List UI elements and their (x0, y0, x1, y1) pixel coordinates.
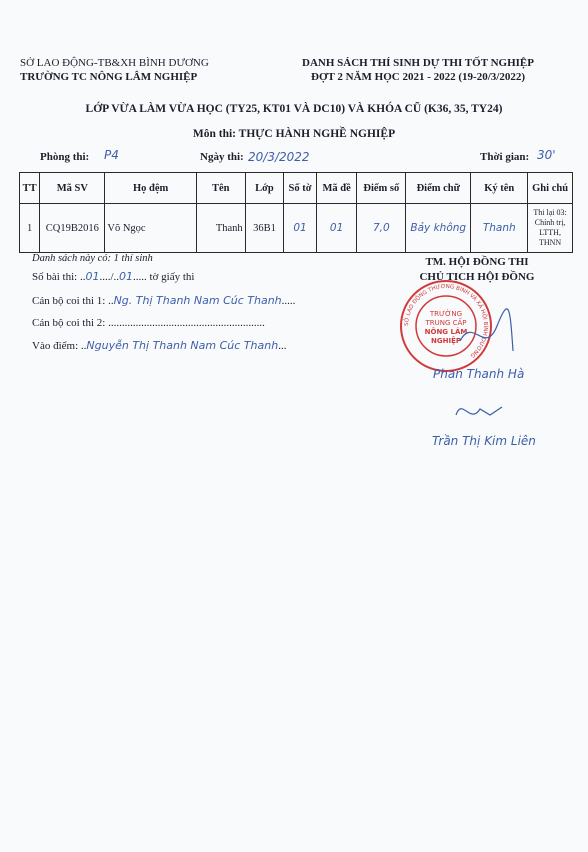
room-value: P4 (104, 148, 119, 162)
cell-note: Thi lại 03: Chính trị, LTTH, THNN (528, 204, 573, 253)
col-header: Mã đề (316, 173, 357, 204)
exam-round: ĐỢT 2 NĂM HỌC 2021 - 2022 (19-20/3/2022) (311, 71, 525, 83)
time-label: Thời gian: (480, 151, 530, 163)
stamp-ring-text: SỞ LAO ĐỘNG THƯƠNG BINH VÀ XÃ HỘI BÌNH DƯƠNG (403, 283, 489, 359)
pages-value-2: 01 (119, 270, 134, 283)
stamp-line-2: TRUNG CẤP (425, 319, 467, 327)
cell-tt: 1 (20, 204, 40, 253)
col-header: TT (20, 173, 40, 204)
invigilator1-label: Cán bộ coi thi 1: (32, 295, 106, 307)
col-header: Điểm chữ (406, 173, 471, 204)
cell-student-id: CQ19B2016 (40, 204, 105, 253)
invigilator1-line: Cán bộ coi thi 1: ..Ng. Thị Thanh Nam Cúc Thanh..... (32, 294, 296, 307)
col-header: Mã SV (40, 173, 105, 204)
col-header: Lớp (245, 173, 284, 204)
class-line: LỚP VỪA LÀM VỪA HỌC (TY25, KT01 VÀ DC10) VÀ KHÓA CŨ (K36, 35, TY24) (85, 103, 503, 115)
room-label: Phòng thi: (40, 151, 90, 163)
handwritten-signature (450, 395, 520, 425)
grader-line: Vào điểm: ..Nguyễn Thị Thanh Nam Cúc Thanh... (32, 339, 287, 352)
cell-sheets: 01 (284, 204, 317, 253)
time-value: 30' (537, 148, 556, 162)
count-note: Danh sách này có: 1 thí sinh (32, 253, 153, 264)
col-header: Số tờ (284, 173, 317, 204)
board-chair: CHỦ TỊCH HỘI ĐỒNG (419, 271, 535, 283)
list-title: DANH SÁCH THÍ SINH DỰ THI TỐT NGHIỆP (302, 57, 534, 69)
pages-suffix: tờ giấy thi (149, 271, 195, 283)
grader-label: Vào điểm: (32, 340, 79, 352)
pages-line: Số bài thi: ..01..../..01..... tờ giấy thi (32, 270, 195, 283)
department-name: SỞ LAO ĐỘNG-TB&XH BÌNH DƯƠNG (20, 57, 209, 69)
date-label: Ngày thi: (200, 151, 244, 163)
col-header: Họ đệm (105, 173, 196, 204)
cell-score-words: Bảy không (406, 204, 471, 253)
col-header: Ghi chú (528, 173, 573, 204)
invigilator2-line: Cán bộ coi thi 2: ......................................................... (32, 317, 265, 329)
pages-label: Số bài thi: (32, 271, 78, 283)
candidate-table (19, 172, 573, 253)
cell-surname: Võ Ngọc (105, 204, 196, 253)
chair-signature (455, 296, 515, 366)
table-row (20, 204, 573, 253)
col-header: Điểm số (357, 173, 406, 204)
cell-exam-code: 01 (316, 204, 357, 253)
subject-line: Môn thi: THỰC HÀNH NGHỀ NGHIỆP (192, 128, 396, 140)
stamp-line-1: TRƯỜNG (429, 310, 463, 318)
cell-score: 7,0 (357, 204, 406, 253)
invigilator1-value: Ng. Thị Thanh Nam Cúc Thanh (113, 294, 282, 307)
pages-value-1: 01 (85, 270, 100, 283)
invigilator2-label: Cán bộ coi thi 2: (32, 317, 106, 329)
col-header: Tên (196, 173, 245, 204)
col-header: Ký tên (471, 173, 528, 204)
cell-given-name: Thanh (196, 204, 245, 253)
signer-note: Phan Thanh Hà (433, 367, 525, 381)
cell-signature: Thanh (471, 204, 528, 253)
stamp-line-3: NÔNG LÂM NGHIỆP (424, 328, 468, 345)
date-value: 20/3/2022 (248, 150, 310, 164)
grader-value: Nguyễn Thị Thanh Nam Cúc Thanh (86, 339, 279, 352)
cell-class: 36B1 (245, 204, 284, 253)
table-header-row (20, 173, 573, 204)
board-title: TM. HỘI ĐỒNG THI (425, 256, 529, 268)
signer-name: Trần Thị Kim Liên (432, 434, 536, 448)
school-name: TRƯỜNG TC NÔNG LÂM NGHIỆP (20, 71, 198, 83)
